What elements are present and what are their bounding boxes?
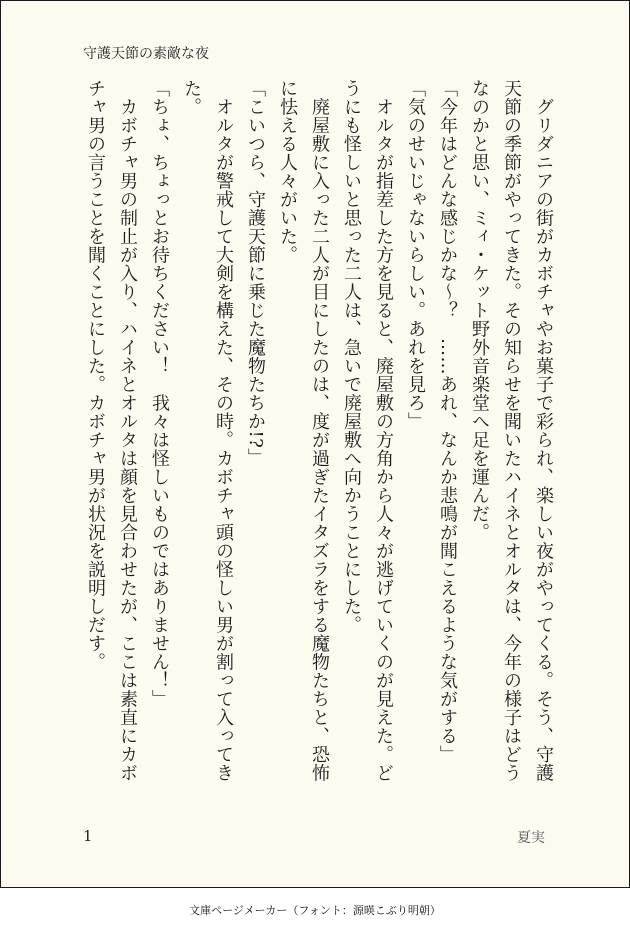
paragraph: 廃屋敷に入った二人が目にしたのは、度が過ぎたイタズラをする魔物たちと、恐怖に怯える人々がいた。 <box>277 79 330 782</box>
vertical-body-text <box>79 79 559 797</box>
paragraph: 「気のせいじゃないらしい。あれを見ろ」 <box>405 79 426 431</box>
paragraph: 「こいつら、守護天節に乗じた魔物たちか!?」 <box>245 79 266 467</box>
paragraph: 「今年はどんな感じかな〜？ ……あれ、なんか悲鳴が聞こえるような気がする」 <box>437 79 458 764</box>
footer-credit: 文庫ページメーカー（フォント：源暎こぶり明朝） <box>189 904 441 917</box>
paragraph: オルタが指差した方を見ると、廃屋敷の方角から人々が逃げていくのが見えた。どうにも怪しいと思った二人は、急いで廃屋敷へ向かうことにした。 <box>341 79 394 782</box>
author-name: 夏実 <box>517 830 545 846</box>
paragraph: グリダニアの街がカボチャやお菓子で彩られ、楽しい夜がやってくる。そう、守護天節の季節がやってきた。その知らせを聞いたハイネとオルタは、今年の様子はどうなのかと思い、ミィ・ケット野外音楽堂へ足を運んだ。 <box>469 79 554 782</box>
paragraph: オルタが警戒して大剣を構えた、その時。カボチャ頭の怪しい男が割って入ってきた。 <box>181 79 234 782</box>
page-number: 1 <box>83 827 93 845</box>
book-title: 守護天節の素敵な夜 <box>83 46 209 62</box>
paragraph: 「ちょ、ちょっとお待ちください！ 我々は怪しいものではありません！」 <box>149 79 170 708</box>
paragraph: カボチャ男の制止が入り、ハイネとオルタは顔を見合わせたが、ここは素直にカボチャ男の言うことを聞くことにした。カボチャ男が状況を説明しだす。 <box>85 79 138 782</box>
